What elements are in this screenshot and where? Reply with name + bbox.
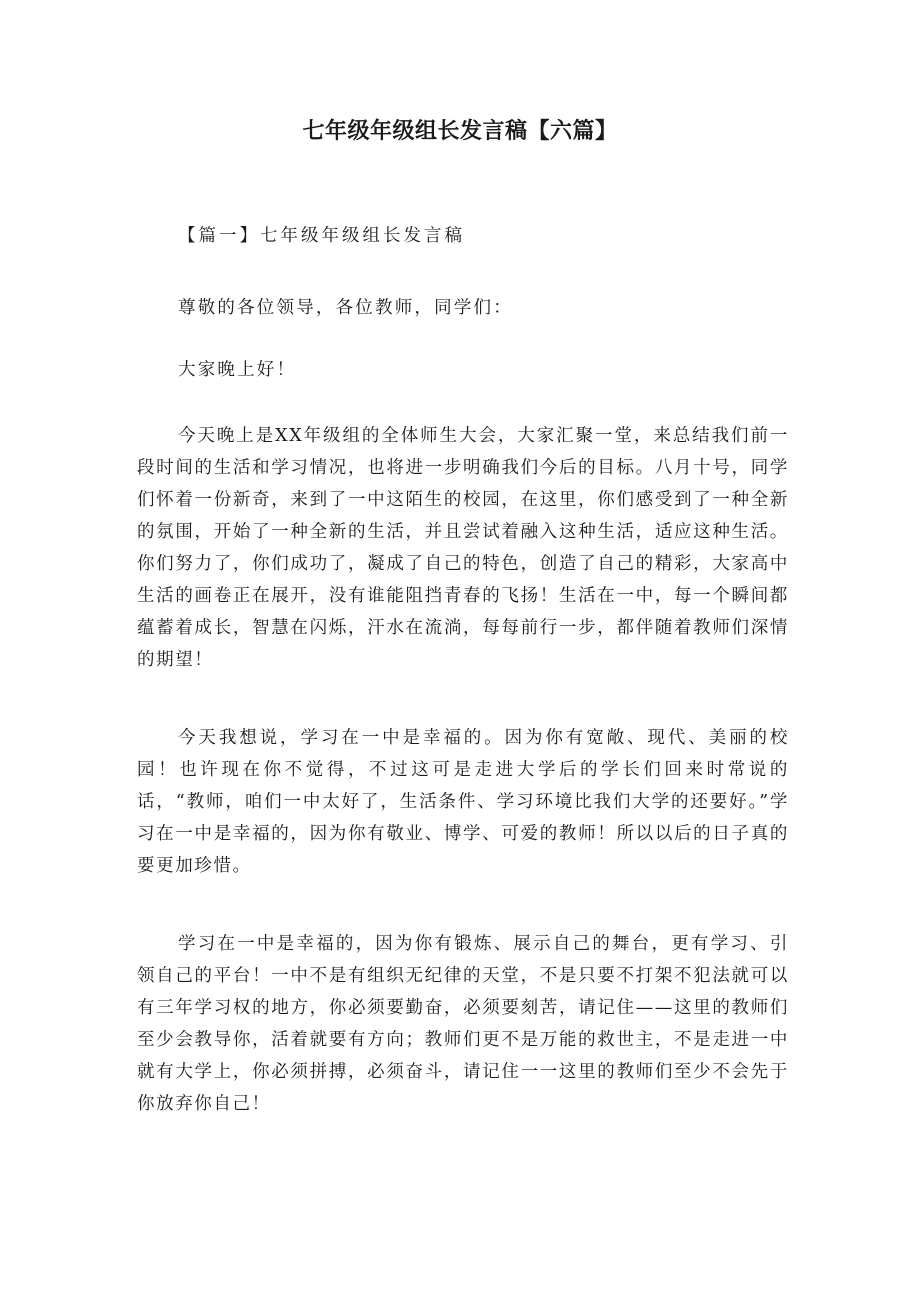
section-heading: 【篇一】七年级年级组长发言稿	[178, 226, 465, 246]
paragraph-2: 今天我想说，学习在一中是幸福的。因为你有宽敞、现代、美丽的校园！也许现在你不觉得，不过这可是走进大学后的学长们回来时常说的话，“教师，咱们一中太好了，生活条件、学习环境比我们大学的还要好。”学习在一中是幸福的，因为你有敬业、博学、可爱的教师！所以以后的日子真的要更加珍惜。	[137, 728, 789, 876]
document-title: 七年级年级组长发言稿【六篇】	[302, 119, 618, 144]
paragraph-3: 学习在一中是幸福的，因为你有锻炼、展示自己的舞台，更有学习、引领自己的平台！一中不是有组织无纪律的天堂，不是只要不打架不犯法就可以有三年学习权的地方，你必须要勤奋，必须要刻苦，请记住——这里的教师们至少会教导你，活着就要有方向；教师们更不是万能的救世主，不是走进一中就有大学上，你必须拼搏，必须奋斗，请记住一一这里的教师们至少不会先于你放弃你自己！	[137, 934, 789, 1114]
paragraph-1: 今天晚上是XX年级组的全体师生大会，大家汇聚一堂，来总结我们前一段时间的生活和学习情况，也将进一步明确我们今后的目标。八月十号，同学们怀着一份新奇，来到了一中这陌生的校园，在这里，你们感受到了一种全新的氛围，开始了一种全新的生活，并且尝试着融入这种生活，适应这种生活。你们努力了，你们成功了，凝成了自己的特色，创造了自己的精彩，大家高中生活的画卷正在展开，没有谁能阻挡青春的飞扬！生活在一中，每一个瞬间都蕴蓄着成长，智慧在闪烁，汗水在流淌，每每前行一步，都伴随着教师们深情的期望！	[137, 426, 789, 670]
salutation: 尊敬的各位领导，各位教师，同学们：	[178, 298, 513, 318]
greeting: 大家晚上好！	[178, 360, 297, 380]
